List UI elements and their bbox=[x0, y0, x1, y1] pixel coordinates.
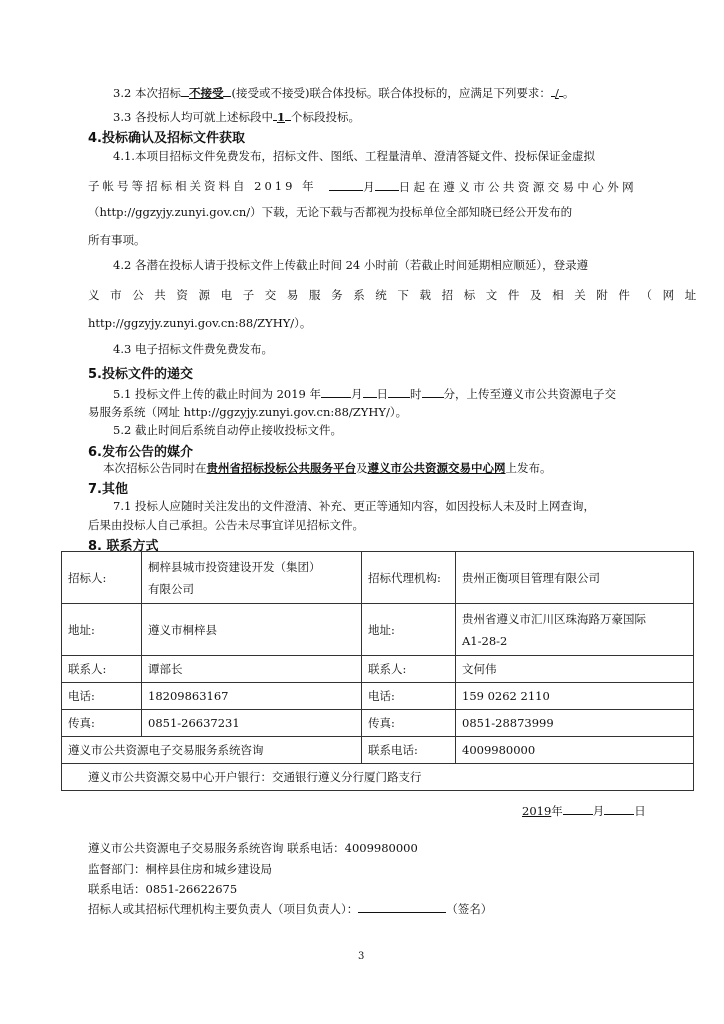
agency-value: 贵州正衡项目管理有限公司 bbox=[456, 552, 694, 604]
footer-consult: 遵义市公共资源电子交易服务系统咨询 联系电话：4009980000 bbox=[88, 841, 418, 855]
signature-field bbox=[358, 900, 446, 913]
page-number: 3 bbox=[358, 951, 365, 962]
section-7-heading: 7.其他 bbox=[88, 482, 128, 497]
clause-4-1-month: 月 bbox=[363, 180, 375, 194]
section-5-heading: 5.投标文件的递交 bbox=[88, 367, 193, 382]
clause-5-1-line1 bbox=[113, 385, 616, 402]
clause-5-1-month: 月 bbox=[351, 387, 363, 401]
clause-4-1-line1: 4.1.本项目招标文件免费发布，招标文件、图纸、工程量清单、澄清答疑文件、投标保证金虚拟 bbox=[113, 149, 595, 163]
tenderer-value-line1: 桐梓县城市投资建设开发（集团） bbox=[148, 559, 321, 574]
tenderer-value bbox=[142, 552, 362, 604]
table-row bbox=[62, 604, 694, 656]
agency-phone-label: 电话: bbox=[362, 683, 456, 710]
clause-5-1-day: 日 bbox=[376, 387, 389, 401]
clause-3-3 bbox=[113, 108, 360, 125]
phone-label: 电话: bbox=[62, 683, 142, 710]
date-month: 月 bbox=[592, 804, 605, 818]
table-row bbox=[62, 552, 694, 604]
clause-4-1-line2-c: 日起在遵义市公共资源交易中心外网 bbox=[398, 180, 637, 194]
date-line bbox=[522, 802, 646, 819]
address-value: 遵义市桐梓县 bbox=[142, 604, 362, 656]
agency-fax-label: 传真: bbox=[362, 710, 456, 737]
date-year-suffix: 年 bbox=[551, 804, 563, 818]
address-label: 地址: bbox=[62, 604, 142, 656]
clause-5-2: 5.2 截止时间后系统自动停止接收投标文件。 bbox=[113, 423, 342, 437]
clause-3-3-suffix: 个标段投标。 bbox=[290, 110, 360, 124]
signature-suffix: （签名） bbox=[446, 902, 493, 916]
platform-zunyi: 遵义市公共资源交易中心网 bbox=[367, 461, 506, 475]
contact-table bbox=[61, 551, 694, 791]
consult-label: 遵义市公共资源电子交易服务系统咨询 bbox=[62, 737, 362, 764]
agency-address-line1: 贵州省遵义市汇川区珠海路万豪国际 bbox=[462, 611, 646, 626]
agency-address-line2: A1-28-2 bbox=[462, 633, 508, 648]
clause-5-1-a: 5.1 投标文件上传的截止时间为 2019 年 bbox=[113, 387, 322, 401]
lot-count-value: 1 bbox=[276, 110, 285, 124]
media-line bbox=[103, 460, 552, 476]
clause-4-1-line2 bbox=[88, 178, 637, 195]
consortium-requirement-value: / bbox=[554, 86, 559, 100]
clause-5-1-line2: 易服务系统（网址 http://ggzyjy.zunyi.gov.cn:88/ZYHY/）。 bbox=[88, 405, 408, 419]
clause-4-3: 4.3 电子招标文件费免费发布。 bbox=[113, 342, 273, 356]
clause-4-2-line3: http://ggzyjy.zunyi.gov.cn:88/ZYHY/）。 bbox=[88, 316, 312, 330]
clause-3-2 bbox=[113, 84, 574, 101]
section-8-heading: 8. 联系方式 bbox=[88, 539, 159, 554]
media-text-a: 本次招标公告同时在 bbox=[103, 461, 207, 475]
clause-4-2-line2: 义市公共资源电子交易服务系统下载招标文件及相关附件（网址 bbox=[88, 288, 707, 302]
consult-phone-value: 4009980000 bbox=[456, 737, 694, 764]
agency-address-label: 地址: bbox=[362, 604, 456, 656]
clause-3-2-prefix: 3.2 本次招标 bbox=[113, 86, 181, 100]
clause-5-1-e: 分，上传至遵义市公共资源电子交 bbox=[443, 387, 617, 401]
clause-5-1-hour: 时 bbox=[410, 387, 422, 401]
table-row bbox=[62, 683, 694, 710]
clause-3-3-prefix: 3.3 各投标人均可就上述标段中 bbox=[113, 110, 273, 124]
table-row bbox=[62, 764, 694, 791]
signature-label: 招标人或其招标代理机构主要负责人（项目负责人）： bbox=[88, 902, 359, 916]
consortium-accept-value: 不接受 bbox=[188, 86, 224, 100]
table-row bbox=[62, 656, 694, 683]
clause-3-2-mid: (接受或不接受)联合体投标。联合体投标的，应满足下列要求： bbox=[231, 86, 551, 100]
agency-address-value bbox=[456, 604, 694, 656]
clause-7-1-line2: 后果由投标人自己承担。公告未尽事宜详见招标文件。 bbox=[88, 518, 364, 532]
date-day: 日 bbox=[634, 804, 646, 818]
platform-guizhou: 贵州省招标投标公共服务平台 bbox=[206, 461, 356, 475]
clause-4-1-line4: 所有事项。 bbox=[88, 233, 146, 247]
footer-signature-line bbox=[88, 900, 492, 917]
agency-label: 招标代理机构: bbox=[362, 552, 456, 604]
section-6-heading: 6.发布公告的媒介 bbox=[88, 445, 193, 460]
consult-phone-label: 联系电话: bbox=[362, 737, 456, 764]
footer-supervisor-phone: 联系电话：0851-26622675 bbox=[88, 882, 238, 896]
tenderer-label: 招标人: bbox=[62, 552, 142, 604]
clause-4-2-line1: 4.2 各潜在投标人请于投标文件上传截止时间 24 小时前（若截止时间延期相应顺延），登录遵 bbox=[113, 258, 589, 272]
media-text-c: 上发布。 bbox=[505, 461, 552, 475]
phone-value: 18209863167 bbox=[142, 683, 362, 710]
agency-phone-value: 159 0262 2110 bbox=[456, 683, 694, 710]
clause-4-1-line3: （http://ggzyjy.zunyi.gov.cn/）下载，无论下载与否都视为投标单位全部知晓已经公开发布的 bbox=[88, 205, 573, 219]
bank-info: 遵义市公共资源交易中心开户银行：交通银行遵义分行厦门路支行 bbox=[62, 764, 694, 791]
fax-value: 0851-26637231 bbox=[142, 710, 362, 737]
date-year: 2019 bbox=[522, 804, 552, 818]
footer-supervisor: 监督部门：桐梓县住房和城乡建设局 bbox=[88, 862, 272, 876]
agency-contact-label: 联系人: bbox=[362, 656, 456, 683]
tenderer-value-line2: 有限公司 bbox=[148, 581, 194, 596]
contact-value: 谭部长 bbox=[142, 656, 362, 683]
clause-4-1-line2-a: 子帐号等招标相关资料自 2019 年 bbox=[88, 179, 317, 193]
section-4-heading: 4.投标确认及招标文件获取 bbox=[88, 131, 245, 146]
agency-fax-value: 0851-28873999 bbox=[456, 710, 694, 737]
contact-label: 联系人: bbox=[62, 656, 142, 683]
clause-7-1-line1: 7.1 投标人应随时关注发出的文件澄清、补充、更正等通知内容，如因投标人未及时上网查询， bbox=[113, 499, 595, 513]
agency-contact-value: 文何伟 bbox=[456, 656, 694, 683]
media-text-b: 及 bbox=[356, 461, 368, 475]
table-row bbox=[62, 737, 694, 764]
clause-3-2-end: 。 bbox=[562, 86, 575, 100]
table-row bbox=[62, 710, 694, 737]
fax-label: 传真: bbox=[62, 710, 142, 737]
